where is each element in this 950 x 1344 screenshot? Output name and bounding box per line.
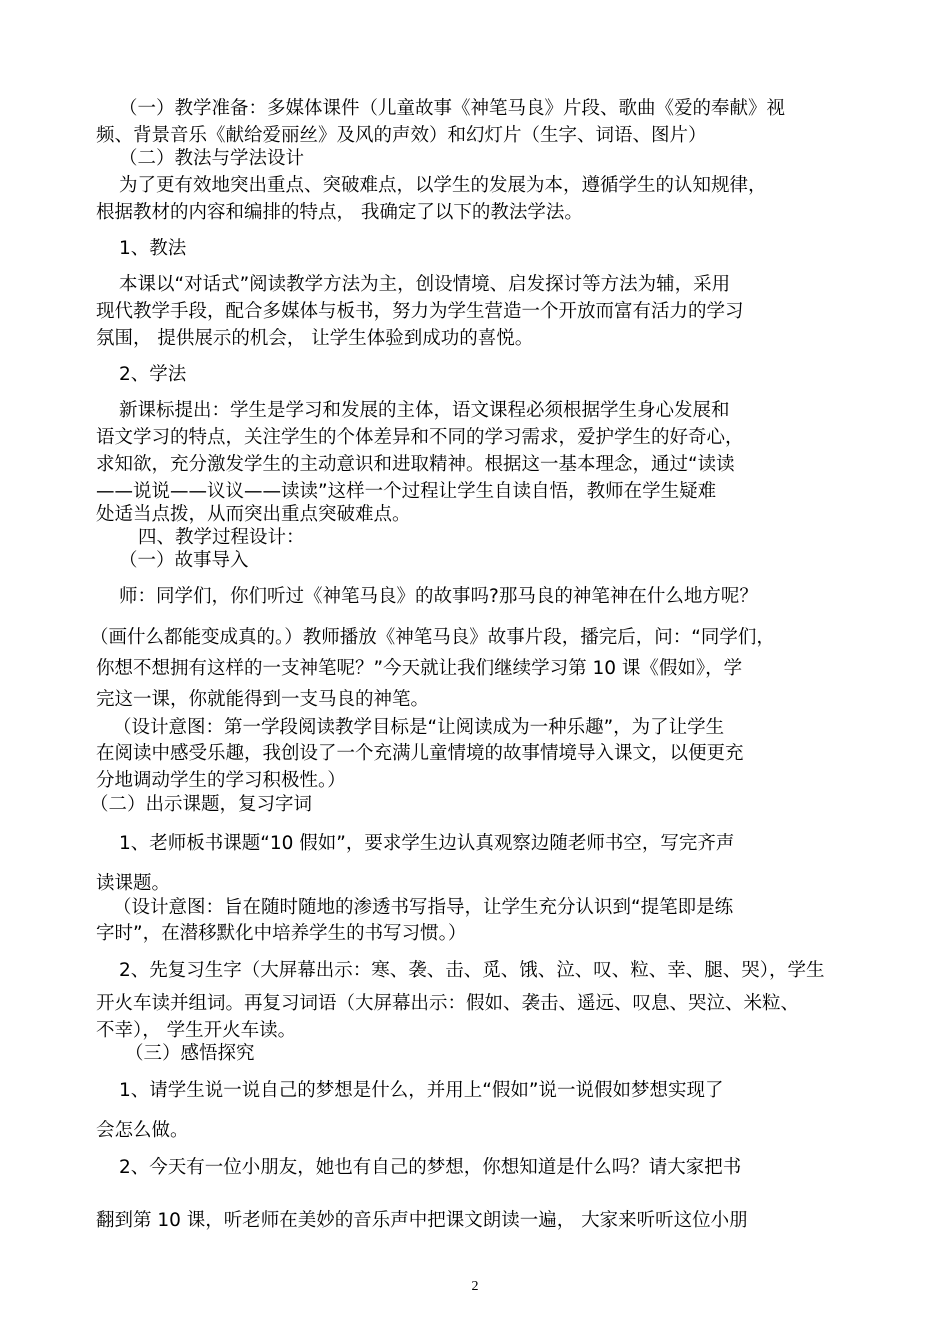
text-line: （画什么都能变成真的。）教师播放《神笔马良》故事片段，播完后，问：“同学们， bbox=[90, 627, 775, 648]
text-line: 本课以“对话式”阅读教学方法为主，创设情境、启发探讨等方法为辅，采用 bbox=[119, 274, 731, 295]
text-line: 开火车读并组词。再复习词语（大屏幕出示：假如、袭击、遥远、叹息、哭泣、米粒、 bbox=[96, 993, 800, 1014]
section-heading: 四、教学过程设计： bbox=[138, 527, 305, 548]
text-line: 新课标提出：学生是学习和发展的主体，语文课程必须根据学生身心发展和 bbox=[119, 400, 730, 421]
text-line: 氛围， 提供展示的机会， 让学生体验到成功的喜悦。 bbox=[96, 328, 534, 349]
text-line: 求知欲，充分激发学生的主动意识和进取精神。根据这一基本理念，通过“读读 bbox=[96, 454, 735, 475]
text-line: 你想不想拥有这样的一支神笔呢？”今天就让我们继续学习第 10 课《假如》，学 bbox=[96, 658, 743, 679]
section-heading: 2、学法 bbox=[119, 364, 187, 385]
text-line: 处适当点拨，从而突出重点突破难点。 bbox=[96, 504, 411, 525]
text-line: 2、今天有一位小朋友，她也有自己的梦想，你想知道是什么吗？请大家把书 bbox=[119, 1157, 742, 1178]
text-line: ——说说——议议——读读”这样一个过程让学生自读自悟，教师在学生疑难 bbox=[96, 481, 717, 502]
section-heading: （一）故事导入 bbox=[119, 550, 249, 571]
page-number: 2 bbox=[471, 1279, 479, 1294]
text-line: 语文学习的特点，关注学生的个体差异和不同的学习需求，爱护学生的好奇心， bbox=[96, 427, 744, 448]
text-line: 读课题。 bbox=[96, 873, 171, 894]
text-line: 现代教学手段，配合多媒体与板书，努力为学生营造一个开放而富有活力的学习 bbox=[96, 301, 744, 322]
text-line: 2、先复习生字（大屏幕出示：寒、袭、击、觅、饿、泣、叹、粒、幸、腿、哭），学生 bbox=[119, 960, 825, 981]
text-line: 完这一课，你就能得到一支马良的神笔。 bbox=[96, 689, 430, 710]
text-line: 翻到第 10 课，听老师在美妙的音乐声中把课文朗读一遍， 大家来听听这位小朋 bbox=[96, 1210, 748, 1231]
text-line: 分地调动学生的学习积极性。） bbox=[96, 770, 346, 791]
text-line: 会怎么做。 bbox=[96, 1120, 189, 1141]
section-heading: 1、教法 bbox=[119, 238, 187, 259]
text-line: （一）教学准备：多媒体课件（儿童故事《神笔马良》片段、歌曲《爱的奉献》视 bbox=[119, 98, 786, 119]
text-line: 师：同学们，你们听过《神笔马良》的故事吗?那马良的神笔神在什么地方呢？ bbox=[119, 586, 758, 607]
section-heading: （二）出示课题，复习字词 bbox=[90, 794, 313, 815]
text-line: 为了更有效地突出重点、突破难点，以学生的发展为本，遵循学生的认知规律， bbox=[119, 175, 767, 196]
text-line: 字时”，在潜移默化中培养学生的书写习惯。） bbox=[96, 923, 467, 944]
text-line: 根据教材的内容和编排的特点， 我确定了以下的教法学法。 bbox=[96, 202, 583, 223]
text-line: 1、请学生说一说自己的梦想是什么，并用上“假如”说一说假如梦想实现了 bbox=[119, 1080, 724, 1101]
text-line: 1、老师板书课题“10 假如”，要求学生边认真观察边随老师书空，写完齐声 bbox=[119, 833, 735, 854]
text-line: （设计意图：旨在随时随地的渗透书写指导，让学生充分认识到“提笔即是练 bbox=[113, 897, 734, 918]
text-line: （设计意图：第一学段阅读教学目标是“让阅读成为一种乐趣”，为了让学生 bbox=[113, 717, 725, 738]
text-line: 在阅读中感受乐趣，我创设了一个充满儿童情境的故事情境导入课文，以便更充 bbox=[96, 743, 744, 764]
section-heading: （二）教法与学法设计 bbox=[119, 148, 305, 169]
text-line: 频、背景音乐《献给爱丽丝》及风的声效）和幻灯片（生字、词语、图片） bbox=[96, 125, 707, 146]
section-heading: （三）感悟探究 bbox=[125, 1043, 255, 1064]
text-line: 不幸）， 学生开火车读。 bbox=[96, 1020, 297, 1041]
